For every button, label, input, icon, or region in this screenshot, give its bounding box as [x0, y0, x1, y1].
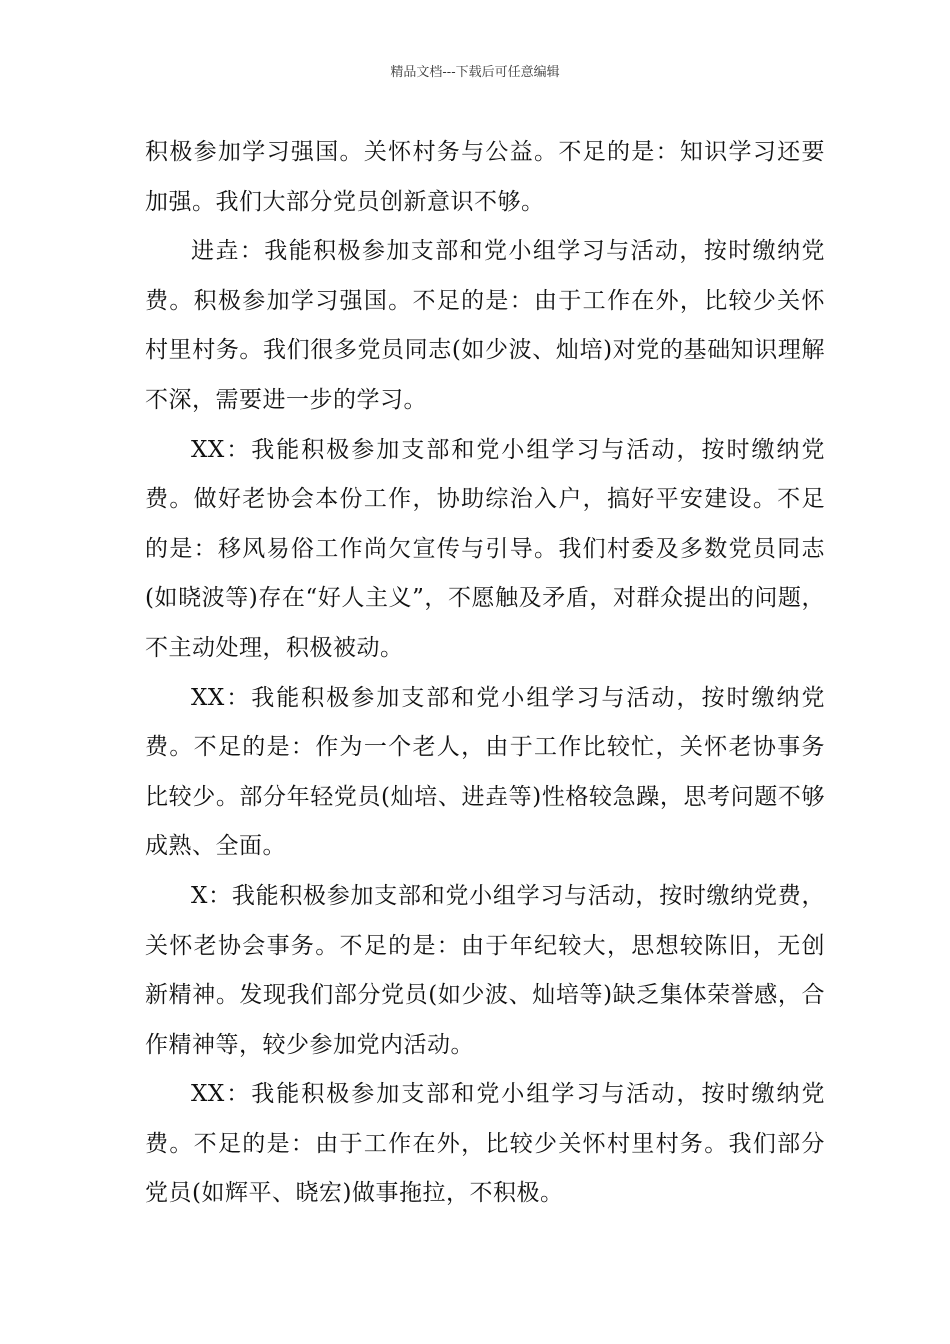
paragraph-5: X：我能积极参加支部和党小组学习与活动，按时缴纳党费，关怀老协会事务。不足的是：由于年纪较大，思想较陈旧，无创新精神。发现我们部分党员(如少波、灿培等)缺乏集体荣誉感，合作精神等，较少参加党内活动。: [145, 882, 825, 1058]
paragraph-4: XX：我能积极参加支部和党小组学习与活动，按时缴纳党费。不足的是：作为一个老人，由于工作比较忙，关怀老协事务比较少。部分年轻党员(灿培、进垚等)性格较急躁，思考问题不够成熟、全面。: [145, 684, 825, 860]
paragraph-1: 积极参加学习强国。关怀村务与公益。不足的是：知识学习还要加强。我们大部分党员创新意识不够。: [145, 139, 825, 215]
paragraph-6: XX：我能积极参加支部和党小组学习与活动，按时缴纳党费。不足的是：由于工作在外，比较少关怀村里村务。我们部分党员(如辉平、晓宏)做事拖拉，不积极。: [145, 1081, 825, 1207]
paragraph-2: 进垚：我能积极参加支部和党小组学习与活动，按时缴纳党费。积极参加学习强国。不足的是：由于工作在外，比较少关怀村里村务。我们很多党员同志(如少波、灿培)对党的基础知识理解不深，需要进一步的学习。: [145, 238, 825, 413]
page-header: 精品文档---下载后可任意编辑: [390, 65, 560, 80]
paragraph-3: XX：我能积极参加支部和党小组学习与活动，按时缴纳党费。做好老协会本份工作，协助综治入户，搞好平安建设。不足的是：移风易俗工作尚欠宣传与引导。我们村委及多数党员同志(如晓波等)存在“好人主义”，不愿触及矛盾，对群众提出的问题，不主动处理，积极被动。: [145, 436, 825, 661]
document-body: [145, 128, 825, 1219]
